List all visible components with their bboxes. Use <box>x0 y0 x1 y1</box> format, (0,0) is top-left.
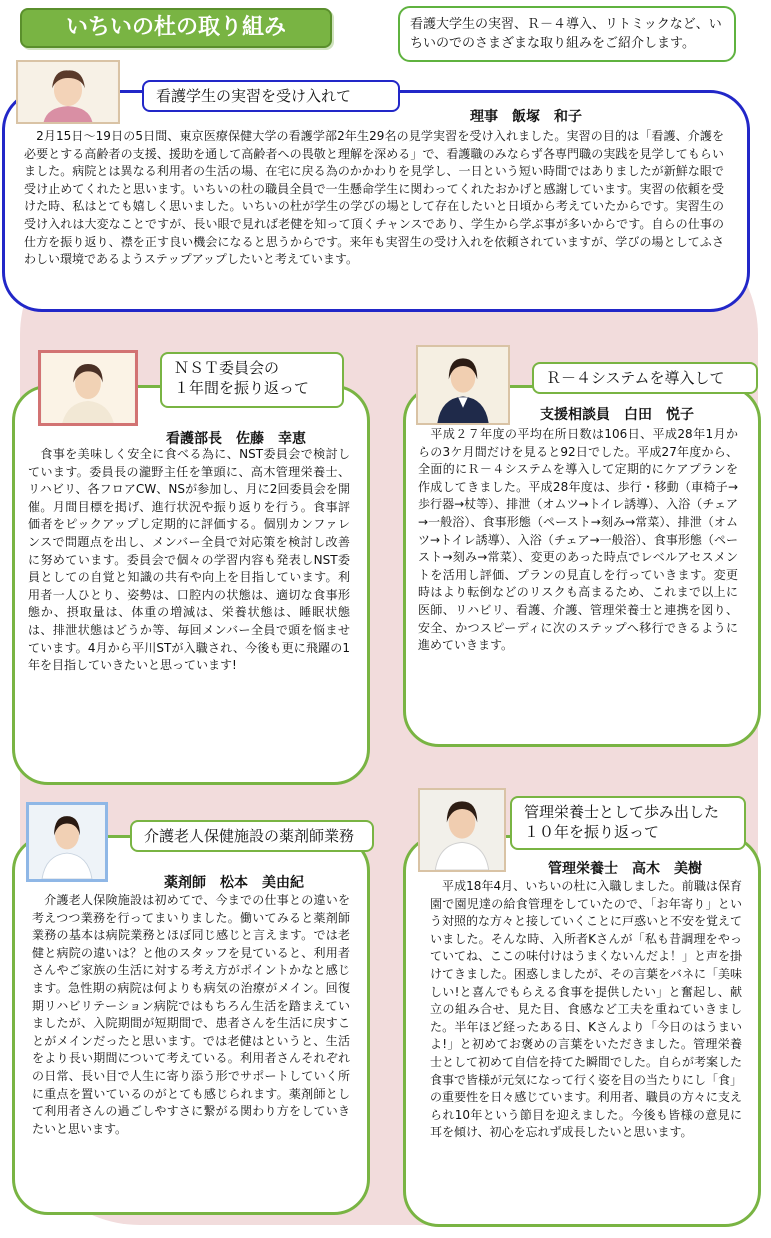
photo-takagi <box>418 788 506 872</box>
body-dietitian: 平成18年4月、いちいの杜に入職しました。前職は保育園で園児達の給食管理をしていたので、「お年寄り」という対照的な方々と接していくことに戸惑いと不安を覚えていました。そんな時、入所者Kさんが「私も昔調理をやっていてね、ここの味付けはうまくないんだよ！」と声を掛けてきました。困惑しましたが、その言葉をバネに「美味しい!と喜んでもらえる食事を提供したい」と奮起し、献立の組み合せ、見た目、食感など工夫を重ねていきました。半年ほど経ったある日、Kさんより「今日のはうまいよ!」と初めてお褒めの言葉をいただきました。管理栄養士として初めて自信を持てた瞬間でした。自らが考案した食事で皆様が元気になって行く姿を目の当たりにし「食」の重要性を日々感じています。利用者、職員の方々に支えられ10年という節目を迎えました。今後も皆様の意見に耳を傾け、初心を忘れず成長したいと思います。 <box>430 879 743 1140</box>
person-photo-icon <box>18 62 118 122</box>
heading-nursing-students: 看護学生の実習を受け入れて <box>142 80 400 112</box>
body-nursing-students: 2月15日～19日の5日間、東京医療保健大学の看護学部2年生29名の見学実習を受け入れました。実習の目的は「看護、介護を必要とする高齢者の支援、援助を通して高齢者への畏敬と理解を深める」で、看護職のみならず各専門職の実践を見学してもらいました。病院とは異なる利用者の生活の場、在宅に戻る為のかかわりを見学し、一日という短い時間ではありましたが新鮮な眼で受け止めてくれたと思います。いちいの杜の職員全員で一生懸命学生に関わってくれたおかげと感謝しています。実習の依頼を受けた時、私はとても嬉しく思いました。いちいの杜が学生の学びの場として存在したいと日頃から考えていたからです。実習生の受け入れは大変なことですが、長い眼で見れば老健を知って頂くチャンスであり、学生から学ぶ事が多いからです。自らの仕事の仕方を振り返り、襟を正す良い機会になると思うからです。来年も実習生の受け入れを依頼されていますが、学びの場としてふさわしい環境であるようステップアップしたいと考えています。 <box>24 129 724 267</box>
person-photo-icon <box>420 790 504 870</box>
intro-text: 看護大学生の実習、Ｒ－４導入、リトミックなど、いちいのでのさまざまな取り組みをご紹介します。 <box>398 6 736 62</box>
body-nst: 食事を美味しく安全に食べる為に、NST委員会で検討しています。委員長の瀧野主任を筆頭に、高木管理栄養士、リハビリ、各フロアCW、NSが参加し、月に2回委員会を開催。月間目標を掲げ、進行状況や振り返りを行う。食事評価者をピックアップし定期的に評価する。個別カンファレンスで問題点を出し、メンバー全員で対応策を検討し改善に努めています。委員会で個々の学習内容も発表しNST委員としての自覚と知識の共有や向上を目指しています。利用者一人ひとり、姿勢は、口腔内の状態は、適切な食事形態か、摂取量は、体重の増減は、栄養状態は、睡眠状態は、排泄状態はどうか等、毎回メンバー全員で頭を悩ませています。4月から平川STが入職され、今後も更に飛躍の1年を目指していきたいと思っています! <box>28 447 350 673</box>
author-sato: 看護部長 佐藤 幸恵 <box>166 431 306 447</box>
heading-dietitian <box>510 796 746 850</box>
author-takagi: 管理栄養士 高木 美樹 <box>548 861 702 877</box>
heading-dietitian-line1: 管理栄養士として歩み出した <box>524 803 720 821</box>
person-photo-icon <box>29 805 105 879</box>
heading-dietitian-line2: １０年を振り返って <box>524 823 660 841</box>
person-photo-icon <box>41 353 135 423</box>
heading-nst-line2: １年間を振り返って <box>174 379 310 397</box>
heading-r4: Ｒ－４システムを導入して <box>532 362 758 394</box>
person-photo-icon <box>418 347 508 423</box>
heading-nst-line1: ＮＳＴ委員会の <box>174 359 280 377</box>
author-shirata: 支援相談員 白田 悦子 <box>540 407 694 423</box>
photo-matsumoto <box>26 802 108 882</box>
page-title: いちいの杜の取り組み <box>20 8 332 48</box>
body-pharmacist: 介護老人保険施設は初めてで、今までの仕事との違いを考えつつ業務を行ってまいりました。働いてみると薬剤師業務の基本は病院業務とほぼ同じ感じと言えます。では老健と病院の違いは？と他のスタッフを見ていると、利用者さんやご家族の生活に対する考え方がポイントかなと感じます。急性期の病院は何よりも病気の治療がメイン。回復期リハビリテーション病院ではもちろん生活を踏まえていましたが、入院期間が短期間で、患者さんを生活に戻すことがメインだったと思います。では老健はというと、生活をより長い期間について考えている。利用者さんそれぞれの日常、長い目で人生に寄り添う形でサポートしていく所に重点を置いているのがとても感じられます。薬剤師として利用者さんの過ごしやすさに繋がる関わり方をしていきたいと思います。 <box>32 893 350 1136</box>
heading-nst <box>160 352 344 408</box>
photo-sato <box>38 350 138 426</box>
author-matsumoto: 薬剤師 松本 美由紀 <box>164 875 304 891</box>
author-iizuka: 理事 飯塚 和子 <box>470 109 582 125</box>
photo-iizuka <box>16 60 120 124</box>
body-r4: 平成２７年度の平均在所日数は106日、平成28年1月からの3ケ月間だけを見ると92日でした。平成27年度から、全面的にＲ－４システムを導入して定期的にケアプランを作成してきました。平成28年度は、歩行・移動（車椅子→歩行器→杖等）、排泄（オムツ→トイレ誘導）、入浴（チェア→一般浴）、食事形態（ペースト→刻み→常菜）、排泄（オムツ→トイレ誘導）、入浴（チェア→一般浴）、食事形態（ペースト→刻み→常菜）、変更のあった時点でレベルアセスメントを活用し評価、プランの見直しを行っていきます。変更時はより転倒などのリスクも高まるため、これまで以上に医師、リハビリ、看護、介護、管理栄養士と連携を図り、安全、かつスピーディに次のステップへ移行できるように進めていきます。 <box>418 427 738 653</box>
photo-shirata <box>416 345 510 425</box>
heading-pharmacist: 介護老人保健施設の薬剤師業務 <box>130 820 374 852</box>
